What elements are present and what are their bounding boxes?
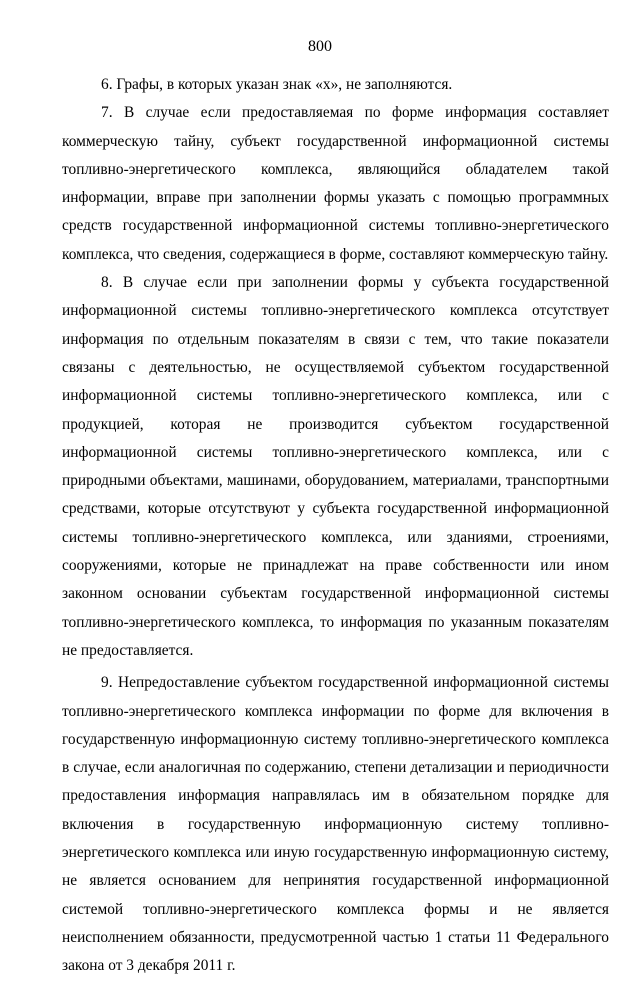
paragraph-8: 8. В случае если при заполнении формы у субъекта государственной информационной системы топливно-энергетического комплекса отсутствует информация по отдельным показателям в связи с тем, что такие показатели связаны с деятельностью, не осуществляемой субъектом государственной информационной системы топливно-энергетического комплекса, или с продукцией, которая не производится субъектом государственной информационной системы топливно-энергетического комплекса, или с природными объектами, машинами, оборудованием, материалами, транспортными средствами, которые отсутствуют у субъекта государственной информационной системы топливно-энергетического комплекса, или зданиями, строениями, сооружениями, которые не принадлежат на праве собственности или ином законном основании субъектам государственной информационной системы топливно-энергетического комплекса, то информация по указанным показателям не предоставляется. xyxy=(62,274,609,659)
paragraph-6: 6. Графы, в которых указан знак «x», не заполняются. xyxy=(101,76,453,93)
document-body xyxy=(62,71,609,981)
paragraph-9: 9. Непредоставление субъектом государственной информационной системы топливно-энергетического комплекса информации по форме для включения в государственную информационную систему топливно-энергетического комплекса в случае, если аналогичная по содержанию, степени детализации и периодичности предоставления информация направлялась им в обязательном порядке для включения в государственную информационную систему топливно-энергетического комплекса или иную государственную информационную систему, не является основанием для непринятия государственной информационной системой топливно-энергетического комплекса формы и не является неисполнением обязанности, предусмотренной частью 1 статьи 11 Федерального закона от 3 декабря 2011 г. xyxy=(62,674,609,975)
page-number: 800 xyxy=(308,38,332,55)
paragraph-7: 7. В случае если предоставляемая по форме информация составляет коммерческую тайну, субъект государственной информационной системы топливно-энергетического комплекса, являющийся обладателем такой информации, вправе при заполнении формы указать с помощью программных средств государственной информационной системы топливно-энергетического комплекса, что сведения, содержащиеся в форме, составляют коммерческую тайну. xyxy=(62,104,609,263)
